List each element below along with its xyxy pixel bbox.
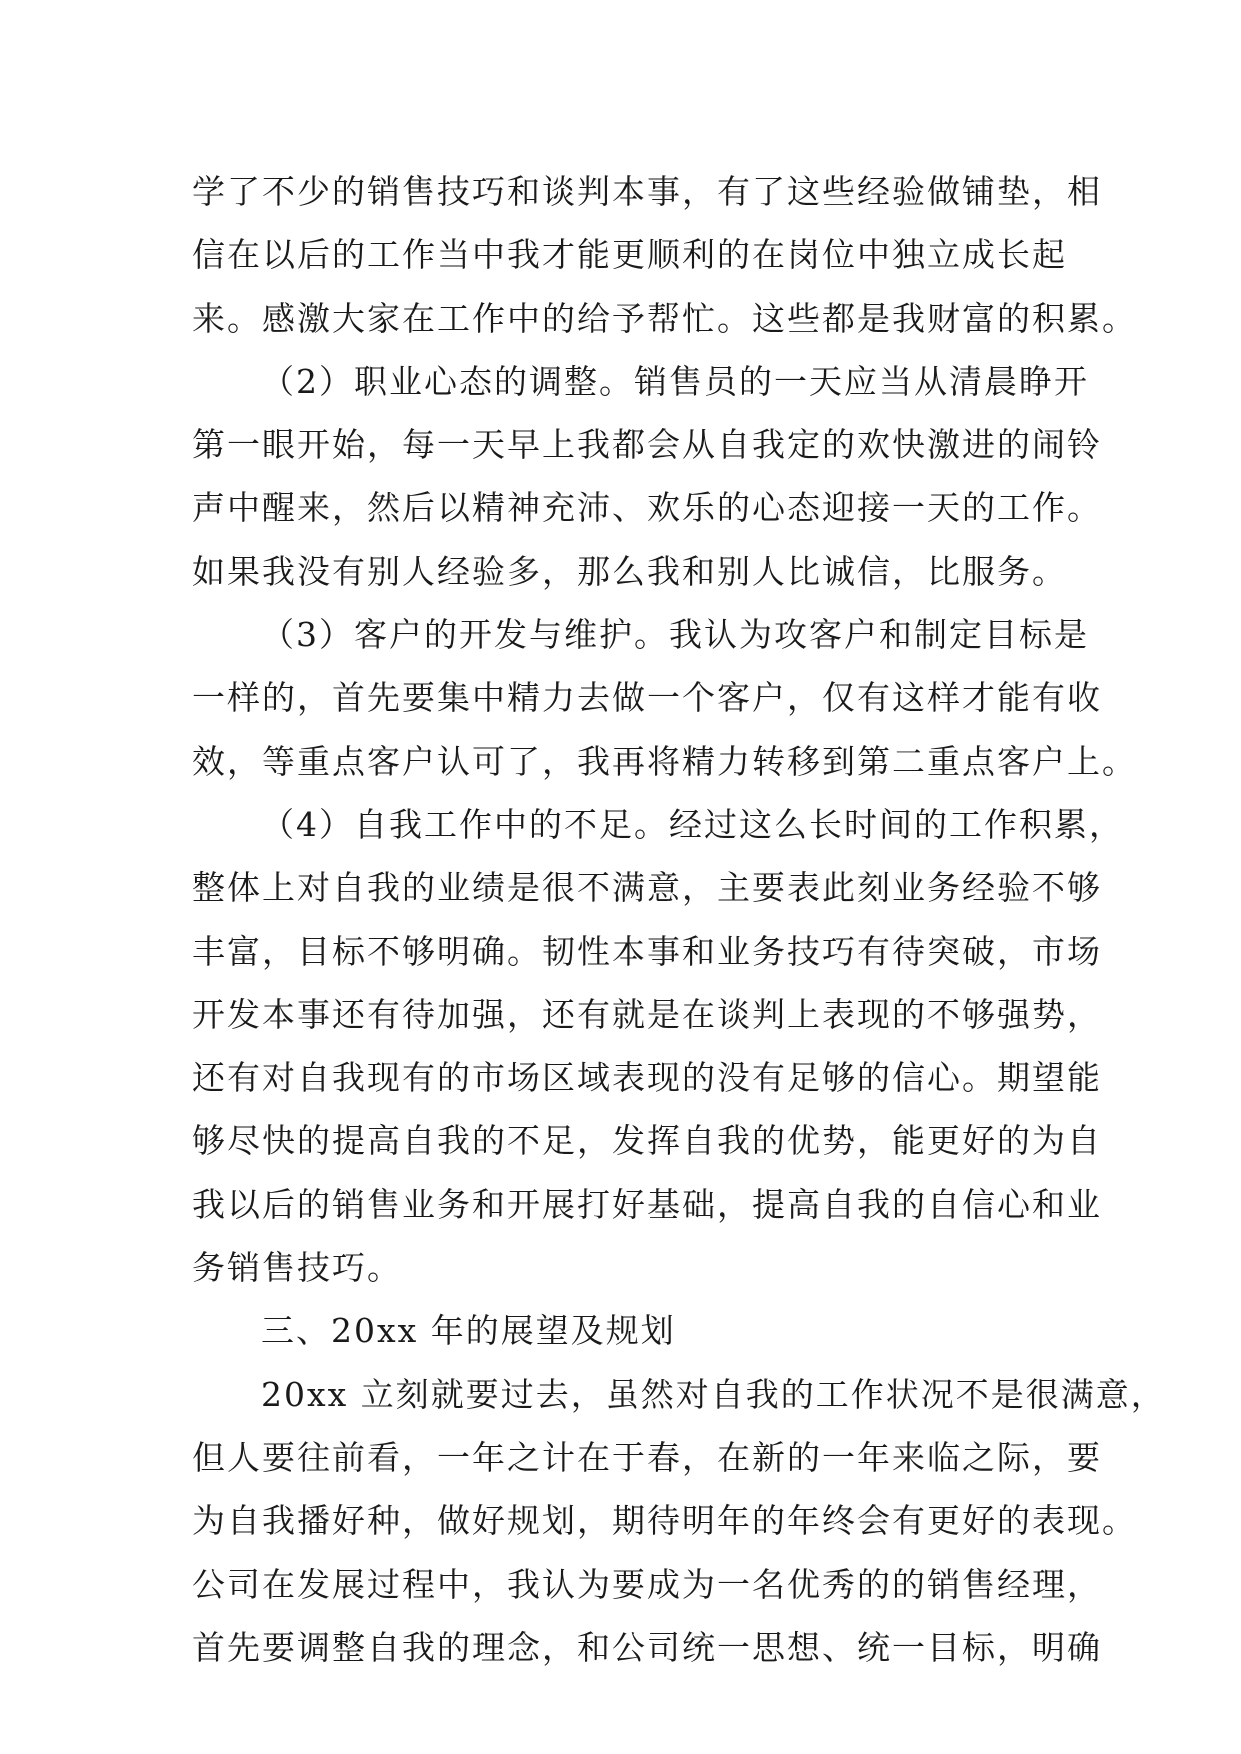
text-line: 学了不少的销售技巧和谈判本事，有了这些经验做铺垫，相 bbox=[192, 172, 1102, 211]
text-line: 来。感激大家在工作中的给予帮忙。这些都是我财富的积累。 bbox=[192, 298, 1137, 338]
paragraph-start-line: 20xx 立刻就要过去，虽然对自我的工作状况不是很满意， bbox=[261, 1374, 1166, 1414]
body-text bbox=[192, 160, 1166, 1679]
text-line: 整体上对自我的业绩是很不满意，主要表此刻业务经验不够 bbox=[192, 868, 1102, 908]
text-line: 第一眼开始，每一天早上我都会从自我定的欢快激进的闹铃 bbox=[192, 425, 1102, 465]
text-line: 一样的，首先要集中精力去做一个客户，仅有这样才能有收 bbox=[192, 678, 1102, 718]
paragraph-start-line: （3）客户的开发与维护。我认为攻客户和制定目标是 bbox=[261, 615, 1089, 655]
text-line: 为自我播好种，做好规划，期待明年的年终会有更好的表现。 bbox=[192, 1501, 1137, 1541]
text-line: 如果我没有别人经验多，那么我和别人比诚信，比服务。 bbox=[192, 551, 1067, 591]
text-line: 够尽快的提高自我的不足，发挥自我的优势，能更好的为自 bbox=[192, 1121, 1102, 1161]
text-line: 效，等重点客户认可了，我再将精力转移到第二重点客户上。 bbox=[192, 741, 1137, 781]
text-line: 声中醒来，然后以精神充沛、欢乐的心态迎接一天的工作。 bbox=[192, 488, 1102, 528]
text-line: 信在以后的工作当中我才能更顺利的在岗位中独立成长起 bbox=[192, 235, 1067, 275]
text-line: 但人要往前看，一年之计在于春，在新的一年来临之际，要 bbox=[192, 1437, 1102, 1477]
text-line: 务销售技巧。 bbox=[192, 1248, 402, 1288]
paragraph-start-line: （4）自我工作中的不足。经过这么长时间的工作积累， bbox=[261, 804, 1124, 844]
text-line: 公司在发展过程中，我认为要成为一名优秀的的销售经理， bbox=[192, 1564, 1102, 1604]
text-line: 丰富，目标不够明确。韧性本事和业务技巧有待突破，市场 bbox=[192, 931, 1102, 971]
text-line: 我以后的销售业务和开展打好基础，提高自我的自信心和业 bbox=[192, 1184, 1102, 1224]
paragraph-start-line: （2）职业心态的调整。销售员的一天应当从清晨睁开 bbox=[261, 361, 1089, 401]
text-line: 还有对自我现有的市场区域表现的没有足够的信心。期望能 bbox=[192, 1058, 1102, 1098]
text-line: 首先要调整自我的理念，和公司统一思想、统一目标，明确 bbox=[192, 1627, 1102, 1667]
section-heading: 三、20xx 年的展望及规划 bbox=[261, 1311, 676, 1351]
text-line: 开发本事还有待加强，还有就是在谈判上表现的不够强势， bbox=[192, 994, 1102, 1034]
